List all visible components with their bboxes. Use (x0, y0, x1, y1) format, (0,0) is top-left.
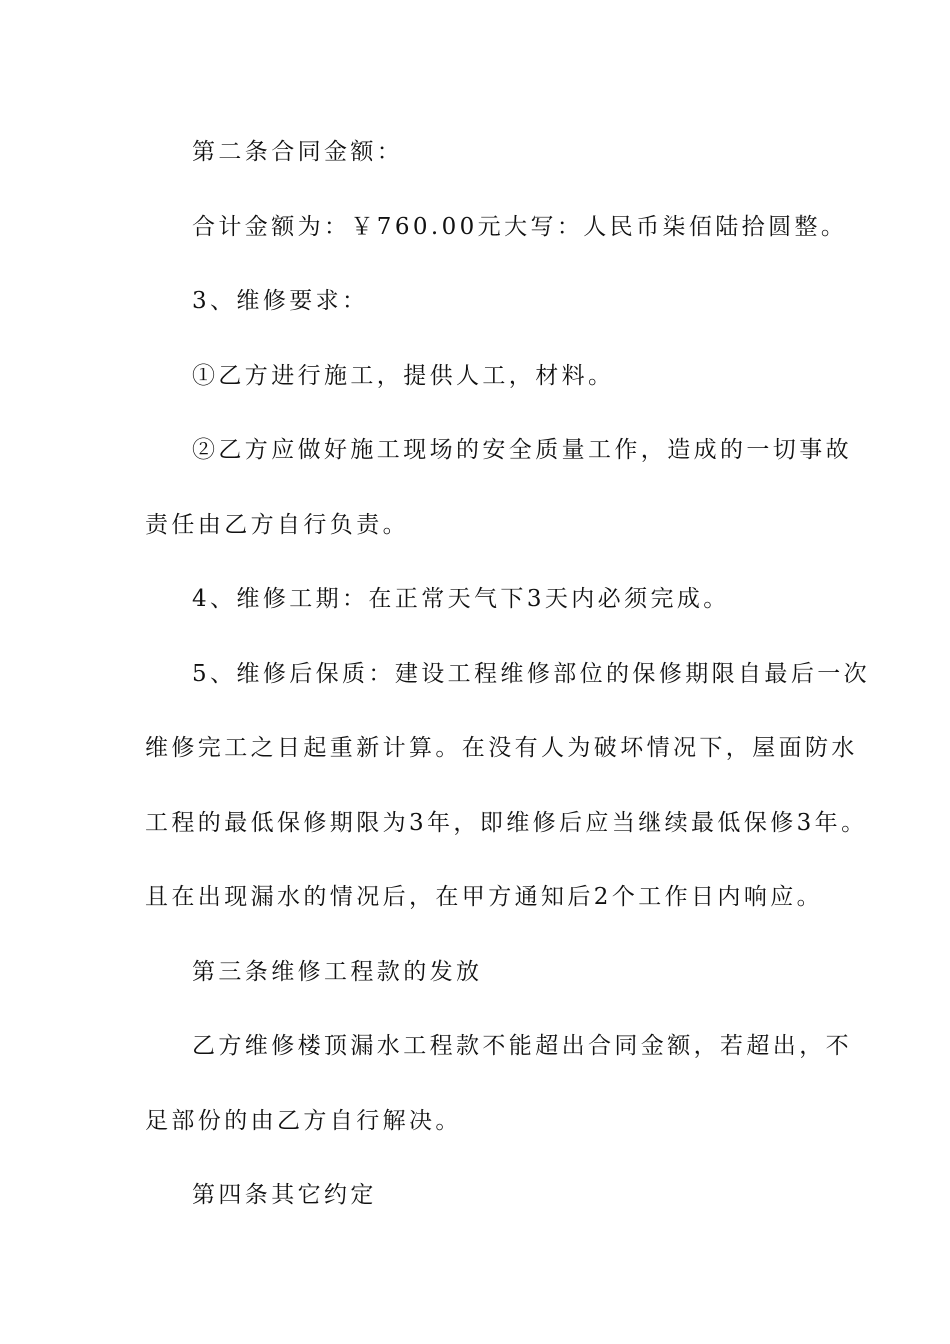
warranty-line-4: 且在出现漏水的情况后，在甲方通知后2个工作日内响应。 (145, 884, 824, 910)
article-3-heading: 第三条维修工程款的发放 (192, 959, 483, 985)
repair-period-line: 4、维修工期：在正常天气下3天内必须完成。 (192, 586, 730, 612)
requirement-2-line-1: ②乙方应做好施工现场的安全质量工作，造成的一切事故 (192, 437, 852, 463)
total-amount-line: 合计金额为：￥760.00元大写：人民币柒佰陆拾圆整。 (192, 214, 848, 240)
article-4-heading: 第四条其它约定 (192, 1182, 377, 1208)
repair-requirements-heading: 3、维修要求： (192, 288, 369, 314)
requirement-1: ①乙方进行施工，提供人工，材料。 (192, 363, 615, 389)
payment-line-2: 足部份的由乙方自行解决。 (145, 1108, 462, 1134)
article-2-heading: 第二条合同金额： (192, 139, 404, 165)
warranty-line-3: 工程的最低保修期限为3年，即维修后应当继续最低保修3年。 (145, 810, 868, 836)
warranty-line-1: 5、维修后保质：建设工程维修部位的保修期限自最后一次 (192, 661, 871, 687)
payment-line-1: 乙方维修楼顶漏水工程款不能超出合同金额，若超出，不 (192, 1033, 852, 1059)
warranty-line-2: 维修完工之日起重新计算。在没有人为破坏情况下，屋面防水 (145, 735, 858, 761)
requirement-2-line-2: 责任由乙方自行负责。 (145, 512, 409, 538)
